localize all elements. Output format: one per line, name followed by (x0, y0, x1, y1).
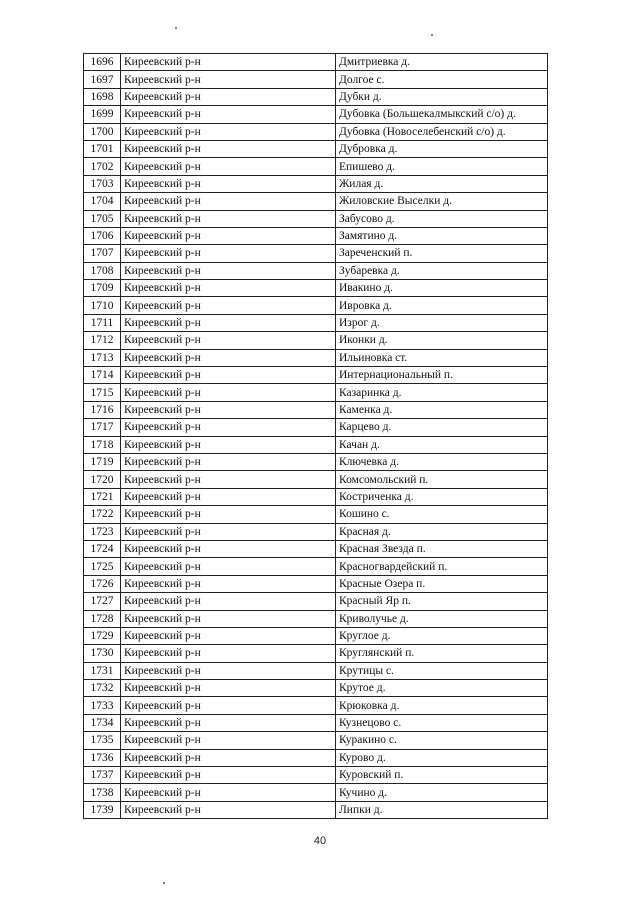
row-number: 1735 (84, 732, 121, 749)
locality-cell: Красная д. (336, 523, 548, 540)
locality-cell: Крюковка д. (336, 697, 548, 714)
table-row (84, 714, 548, 731)
district-cell: Киреевский р-н (121, 645, 336, 662)
locality-cell: Криволучье д. (336, 610, 548, 627)
district-cell: Киреевский р-н (121, 714, 336, 731)
row-number: 1728 (84, 610, 121, 627)
locality-cell: Дубовка (Новоселебенский с/о) д. (336, 123, 548, 140)
district-cell: Киреевский р-н (121, 732, 336, 749)
locality-cell: Жилая д. (336, 175, 548, 192)
row-number: 1722 (84, 506, 121, 523)
locality-cell: Дубровка д. (336, 140, 548, 157)
row-number: 1711 (84, 314, 121, 331)
row-number: 1696 (84, 54, 121, 71)
table-row (84, 314, 548, 331)
table-row (84, 662, 548, 679)
district-cell: Киреевский р-н (121, 210, 336, 227)
locality-cell: Карцево д. (336, 419, 548, 436)
row-number: 1706 (84, 227, 121, 244)
district-cell: Киреевский р-н (121, 158, 336, 175)
locality-cell: Куракино с. (336, 732, 548, 749)
table-row (84, 488, 548, 505)
table-row (84, 332, 548, 349)
table-row (84, 227, 548, 244)
table-row (84, 697, 548, 714)
table-row (84, 71, 548, 88)
table-row (84, 453, 548, 470)
locality-cell: Епишево д. (336, 158, 548, 175)
locality-cell: Кучино д. (336, 784, 548, 801)
locality-cell: Комсомольский п. (336, 471, 548, 488)
row-number: 1729 (84, 627, 121, 644)
scan-speck (431, 34, 433, 36)
district-cell: Киреевский р-н (121, 697, 336, 714)
scan-speck (175, 27, 177, 29)
district-cell: Киреевский р-н (121, 610, 336, 627)
locality-cell: Иконки д. (336, 332, 548, 349)
row-number: 1726 (84, 575, 121, 592)
row-number: 1721 (84, 488, 121, 505)
locality-cell: Дмитриевка д. (336, 54, 548, 71)
locality-cell: Куровский п. (336, 767, 548, 784)
row-number: 1710 (84, 297, 121, 314)
district-cell: Киреевский р-н (121, 749, 336, 766)
locality-cell: Крутое д. (336, 680, 548, 697)
locality-cell: Ивакино д. (336, 280, 548, 297)
district-cell: Киреевский р-н (121, 280, 336, 297)
row-number: 1714 (84, 367, 121, 384)
locality-cell: Курово д. (336, 749, 548, 766)
table-row (84, 297, 548, 314)
district-cell: Киреевский р-н (121, 523, 336, 540)
locality-cell: Костриченка д. (336, 488, 548, 505)
district-cell: Киреевский р-н (121, 349, 336, 366)
row-number: 1704 (84, 193, 121, 210)
district-cell: Киреевский р-н (121, 367, 336, 384)
locality-cell: Красногвардейский п. (336, 558, 548, 575)
table-row (84, 436, 548, 453)
table-row (84, 749, 548, 766)
locality-cell: Ивровка д. (336, 297, 548, 314)
district-cell: Киреевский р-н (121, 506, 336, 523)
table-row (84, 419, 548, 436)
district-cell: Киреевский р-н (121, 453, 336, 470)
row-number: 1708 (84, 262, 121, 279)
district-cell: Киреевский р-н (121, 593, 336, 610)
district-cell: Киреевский р-н (121, 297, 336, 314)
locality-cell: Крутицы с. (336, 662, 548, 679)
district-cell: Киреевский р-н (121, 401, 336, 418)
row-number: 1699 (84, 106, 121, 123)
locality-cell: Дубовка (Большекалмыкский с/о) д. (336, 106, 548, 123)
row-number: 1718 (84, 436, 121, 453)
row-number: 1712 (84, 332, 121, 349)
row-number: 1702 (84, 158, 121, 175)
table-row (84, 732, 548, 749)
district-cell: Киреевский р-н (121, 262, 336, 279)
row-number: 1703 (84, 175, 121, 192)
table-row (84, 680, 548, 697)
page-number: 40 (313, 835, 327, 847)
locality-cell: Красный Яр п. (336, 593, 548, 610)
district-cell: Киреевский р-н (121, 384, 336, 401)
locality-cell: Кузнецово с. (336, 714, 548, 731)
row-number: 1720 (84, 471, 121, 488)
table-row (84, 801, 548, 818)
locality-cell: Круглое д. (336, 627, 548, 644)
locality-cell: Замятино д. (336, 227, 548, 244)
district-cell: Киреевский р-н (121, 436, 336, 453)
locality-cell: Красная Звезда п. (336, 540, 548, 557)
locality-cell: Красные Озера п. (336, 575, 548, 592)
locality-cell: Долгое с. (336, 71, 548, 88)
table-row (84, 175, 548, 192)
row-number: 1698 (84, 88, 121, 105)
locality-cell: Изрог д. (336, 314, 548, 331)
row-number: 1715 (84, 384, 121, 401)
row-number: 1737 (84, 767, 121, 784)
district-cell: Киреевский р-н (121, 784, 336, 801)
table-row (84, 558, 548, 575)
district-cell: Киреевский р-н (121, 245, 336, 262)
district-cell: Киреевский р-н (121, 332, 336, 349)
table-row (84, 540, 548, 557)
table-row (84, 280, 548, 297)
district-cell: Киреевский р-н (121, 662, 336, 679)
table-row (84, 210, 548, 227)
locality-cell: Ключевка д. (336, 453, 548, 470)
table-row (84, 106, 548, 123)
district-cell: Киреевский р-н (121, 193, 336, 210)
table-row (84, 593, 548, 610)
table-row (84, 767, 548, 784)
row-number: 1736 (84, 749, 121, 766)
row-number: 1738 (84, 784, 121, 801)
locality-table-body (84, 54, 548, 819)
district-cell: Киреевский р-н (121, 106, 336, 123)
row-number: 1719 (84, 453, 121, 470)
table-row (84, 54, 548, 71)
row-number: 1717 (84, 419, 121, 436)
table-row (84, 349, 548, 366)
district-cell: Киреевский р-н (121, 801, 336, 818)
locality-cell: Круглянский п. (336, 645, 548, 662)
table-row (84, 262, 548, 279)
locality-table (83, 53, 548, 819)
district-cell: Киреевский р-н (121, 558, 336, 575)
row-number: 1723 (84, 523, 121, 540)
locality-cell: Качан д. (336, 436, 548, 453)
table-row (84, 401, 548, 418)
district-cell: Киреевский р-н (121, 227, 336, 244)
row-number: 1724 (84, 540, 121, 557)
table-row (84, 384, 548, 401)
row-number: 1727 (84, 593, 121, 610)
table-row (84, 610, 548, 627)
row-number: 1739 (84, 801, 121, 818)
row-number: 1725 (84, 558, 121, 575)
table-row (84, 158, 548, 175)
district-cell: Киреевский р-н (121, 575, 336, 592)
table-row (84, 575, 548, 592)
table-row (84, 245, 548, 262)
table-row (84, 523, 548, 540)
district-cell: Киреевский р-н (121, 175, 336, 192)
district-cell: Киреевский р-н (121, 627, 336, 644)
district-cell: Киреевский р-н (121, 123, 336, 140)
district-cell: Киреевский р-н (121, 471, 336, 488)
row-number: 1709 (84, 280, 121, 297)
locality-cell: Зареченский п. (336, 245, 548, 262)
row-number: 1701 (84, 140, 121, 157)
locality-cell: Ильиновка ст. (336, 349, 548, 366)
table-row (84, 645, 548, 662)
row-number: 1733 (84, 697, 121, 714)
table-row (84, 193, 548, 210)
district-cell: Киреевский р-н (121, 680, 336, 697)
locality-cell: Казаринка д. (336, 384, 548, 401)
table-row (84, 88, 548, 105)
table-row (84, 784, 548, 801)
locality-cell: Кошино с. (336, 506, 548, 523)
district-cell: Киреевский р-н (121, 88, 336, 105)
locality-cell: Забусово д. (336, 210, 548, 227)
table-row (84, 627, 548, 644)
row-number: 1732 (84, 680, 121, 697)
district-cell: Киреевский р-н (121, 419, 336, 436)
locality-cell: Каменка д. (336, 401, 548, 418)
table-row (84, 123, 548, 140)
district-cell: Киреевский р-н (121, 540, 336, 557)
row-number: 1707 (84, 245, 121, 262)
locality-cell: Жиловские Выселки д. (336, 193, 548, 210)
table-row (84, 140, 548, 157)
row-number: 1697 (84, 71, 121, 88)
locality-cell: Зубаревка д. (336, 262, 548, 279)
district-cell: Киреевский р-н (121, 71, 336, 88)
scan-speck (163, 882, 165, 884)
row-number: 1705 (84, 210, 121, 227)
row-number: 1730 (84, 645, 121, 662)
row-number: 1713 (84, 349, 121, 366)
district-cell: Киреевский р-н (121, 140, 336, 157)
row-number: 1716 (84, 401, 121, 418)
district-cell: Киреевский р-н (121, 767, 336, 784)
row-number: 1734 (84, 714, 121, 731)
locality-cell: Дубки д. (336, 88, 548, 105)
row-number: 1700 (84, 123, 121, 140)
locality-cell: Липки д. (336, 801, 548, 818)
table-row (84, 367, 548, 384)
row-number: 1731 (84, 662, 121, 679)
table-row (84, 506, 548, 523)
district-cell: Киреевский р-н (121, 314, 336, 331)
locality-cell: Интернациональный п. (336, 367, 548, 384)
district-cell: Киреевский р-н (121, 54, 336, 71)
table-row (84, 471, 548, 488)
district-cell: Киреевский р-н (121, 488, 336, 505)
